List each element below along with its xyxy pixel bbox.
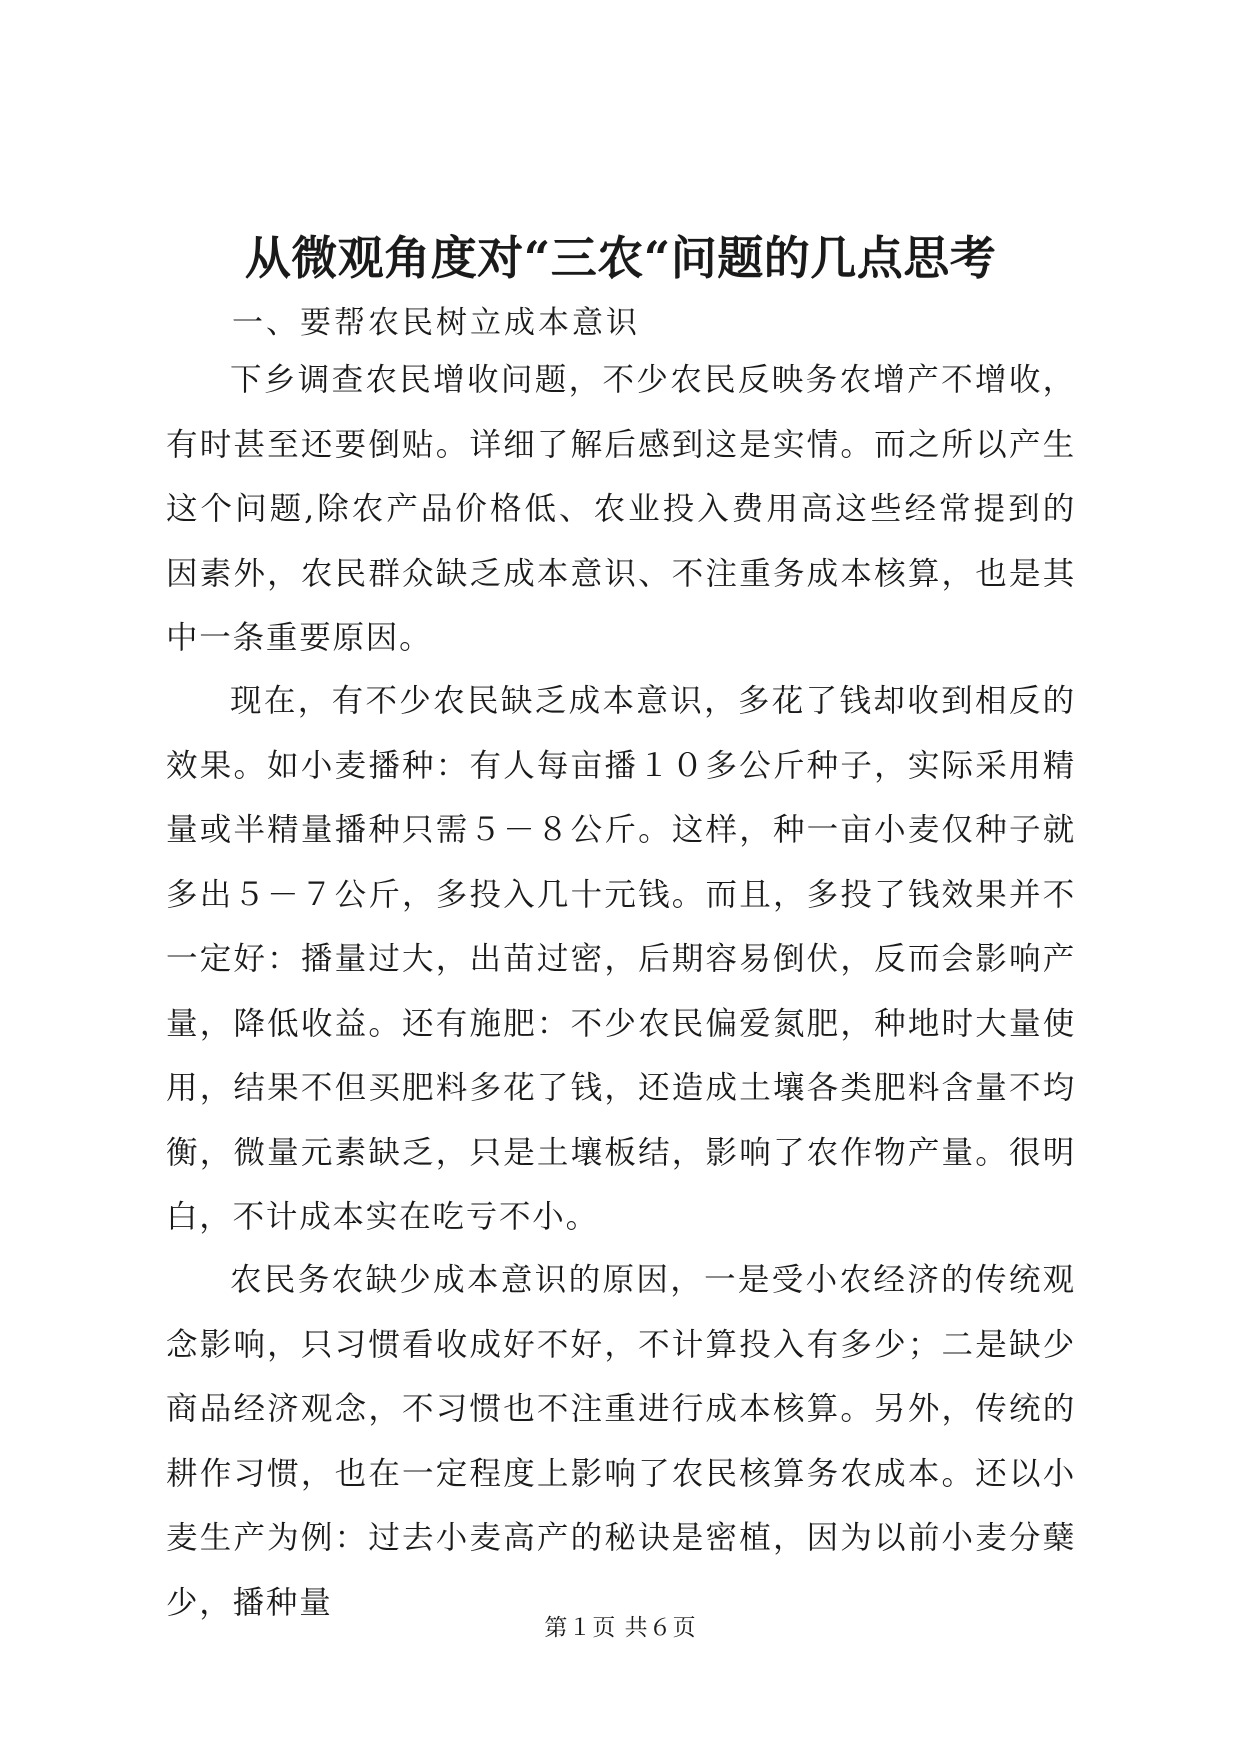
paragraph: 下乡调查农民增收问题，不少农民反映务农增产不增收，有时甚至还要倒贴。详细了解后感到这是实情。而之所以产生这个问题,除农产品价格低、农业投入费用高这些经常提到的因素外，农民群众缺乏成本意识、不注重务成本核算，也是其中一条重要原因。 xyxy=(166,362,1076,656)
paragraph: 农民务农缺少成本意识的原因，一是受小农经济的传统观念影响，只习惯看收成好不好，不计算投入有多少；二是缺少商品经济观念，不习惯也不注重进行成本核算。另外，传统的耕作习惯，也在一定程度上影响了农民核算务农成本。还以小麦生产为例：过去小麦高产的秘诀是密植，因为以前小麦分蘖少，播种量 xyxy=(166,1262,1076,1621)
section-heading: 一、要帮农民树立成本意识 xyxy=(232,305,640,341)
document-title: 从微观角度对“三农“问题的几点思考 xyxy=(244,231,997,285)
page-number: 第１页 共６页 xyxy=(544,1615,697,1641)
paragraph: 现在，有不少农民缺乏成本意识，多花了钱却收到相反的效果。如小麦播种：有人每亩播１０多公斤种子，实际采用精量或半精量播种只需５－８公斤。这样，种一亩小麦仅种子就多出５－７公斤，多投入几十元钱。而且，多投了钱效果并不一定好：播量过大，出苗过密，后期容易倒伏，反而会影响产量，降低收益。还有施肥：不少农民偏爱氮肥，种地时大量使用，结果不但买肥料多花了钱，还造成土壤各类肥料含量不均衡，微量元素缺乏，只是土壤板结，影响了农作物产量。很明白，不计成本实在吃亏不小。 xyxy=(166,683,1076,1235)
